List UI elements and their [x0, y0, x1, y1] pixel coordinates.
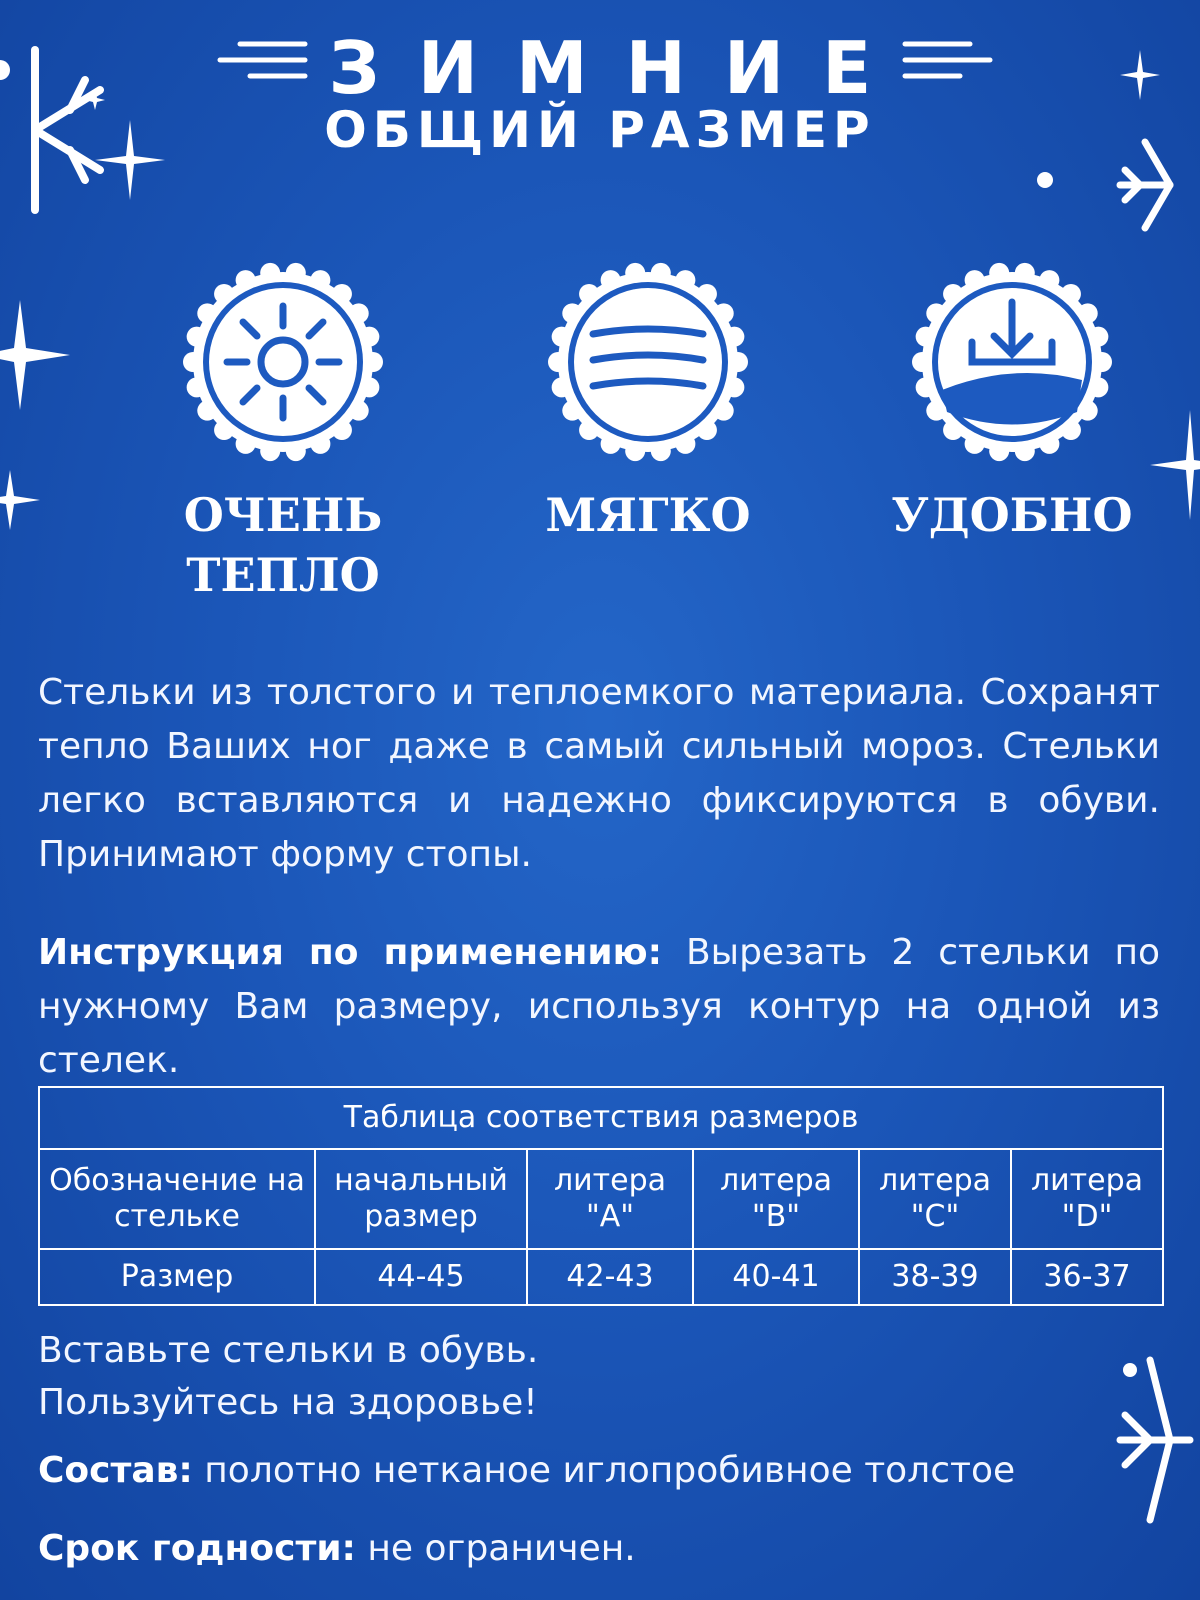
size-table-header-cell: литера "В" — [693, 1149, 859, 1249]
waves-icon — [548, 262, 748, 462]
size-table-header-cell: литера "С" — [859, 1149, 1011, 1249]
instructions-paragraph — [38, 926, 1160, 1088]
page-title: ЗИМНИЕ — [328, 26, 910, 110]
instructions-label: Инструкция по применению: — [38, 932, 663, 973]
feature-label-comfortable: УДОБНО — [891, 488, 1133, 542]
speed-lines-right-icon — [900, 36, 1000, 86]
composition-line — [38, 1446, 1160, 1496]
composition-label: Состав: — [38, 1450, 193, 1491]
size-table-cell: Размер — [39, 1249, 315, 1305]
size-table-header-cell: литера "А" — [527, 1149, 693, 1249]
feature-label-soft: МЯГКО — [545, 488, 751, 542]
closing-line-1: Вставьте стельки в обувь. — [38, 1330, 539, 1371]
description-text: Стельки из толстого и теплоемкого материала. Сохранят тепло Ваших ног даже в самый сильный мороз. Стельки легко вставляются и надежно фиксируются в обуви. Принимают форму стопы. — [38, 672, 1160, 875]
size-table-cell: 38-39 — [859, 1249, 1011, 1305]
arrow-down-insole-icon — [912, 262, 1112, 462]
size-table-header-cell: литера "D" — [1011, 1149, 1163, 1249]
closing-line-2: Пользуйтесь на здоровье! — [38, 1382, 538, 1423]
title-row — [0, 18, 1200, 108]
size-table-size-row — [39, 1249, 1163, 1305]
page-subtitle: ОБЩИЙ РАЗМЕР — [324, 101, 876, 159]
size-table-caption: Таблица соответствия размеров — [39, 1087, 1163, 1149]
size-table — [38, 1086, 1164, 1306]
size-table-header-cell: начальный размер — [315, 1149, 527, 1249]
shelf-life-text: не ограничен. — [355, 1528, 636, 1569]
composition-text: полотно нетканое иглопробивное толстое — [192, 1450, 1016, 1491]
sparkle-left-icon — [0, 300, 70, 410]
size-table-cell: 42-43 — [527, 1249, 693, 1305]
feature-label-warm: ОЧЕНЬ ТЕПЛО — [183, 488, 383, 602]
dot-top-right-icon — [1035, 170, 1055, 190]
sparkle-left-lower-icon — [0, 470, 40, 530]
size-table-header-row — [39, 1149, 1163, 1249]
shelf-life-label: Срок годности: — [38, 1528, 356, 1569]
sun-icon — [183, 262, 383, 462]
shelf-life-line — [38, 1524, 1160, 1574]
size-table-cell: 40-41 — [693, 1249, 859, 1305]
size-table-header-cell: Обозначение на стельке — [39, 1149, 315, 1249]
size-table-cell: 36-37 — [1011, 1249, 1163, 1305]
size-table-cell: 44-45 — [315, 1249, 527, 1305]
instructions-text: Вырезать 2 стельки по нужному Вам размеру, используя контур на одной из стелек. — [38, 932, 1160, 1081]
